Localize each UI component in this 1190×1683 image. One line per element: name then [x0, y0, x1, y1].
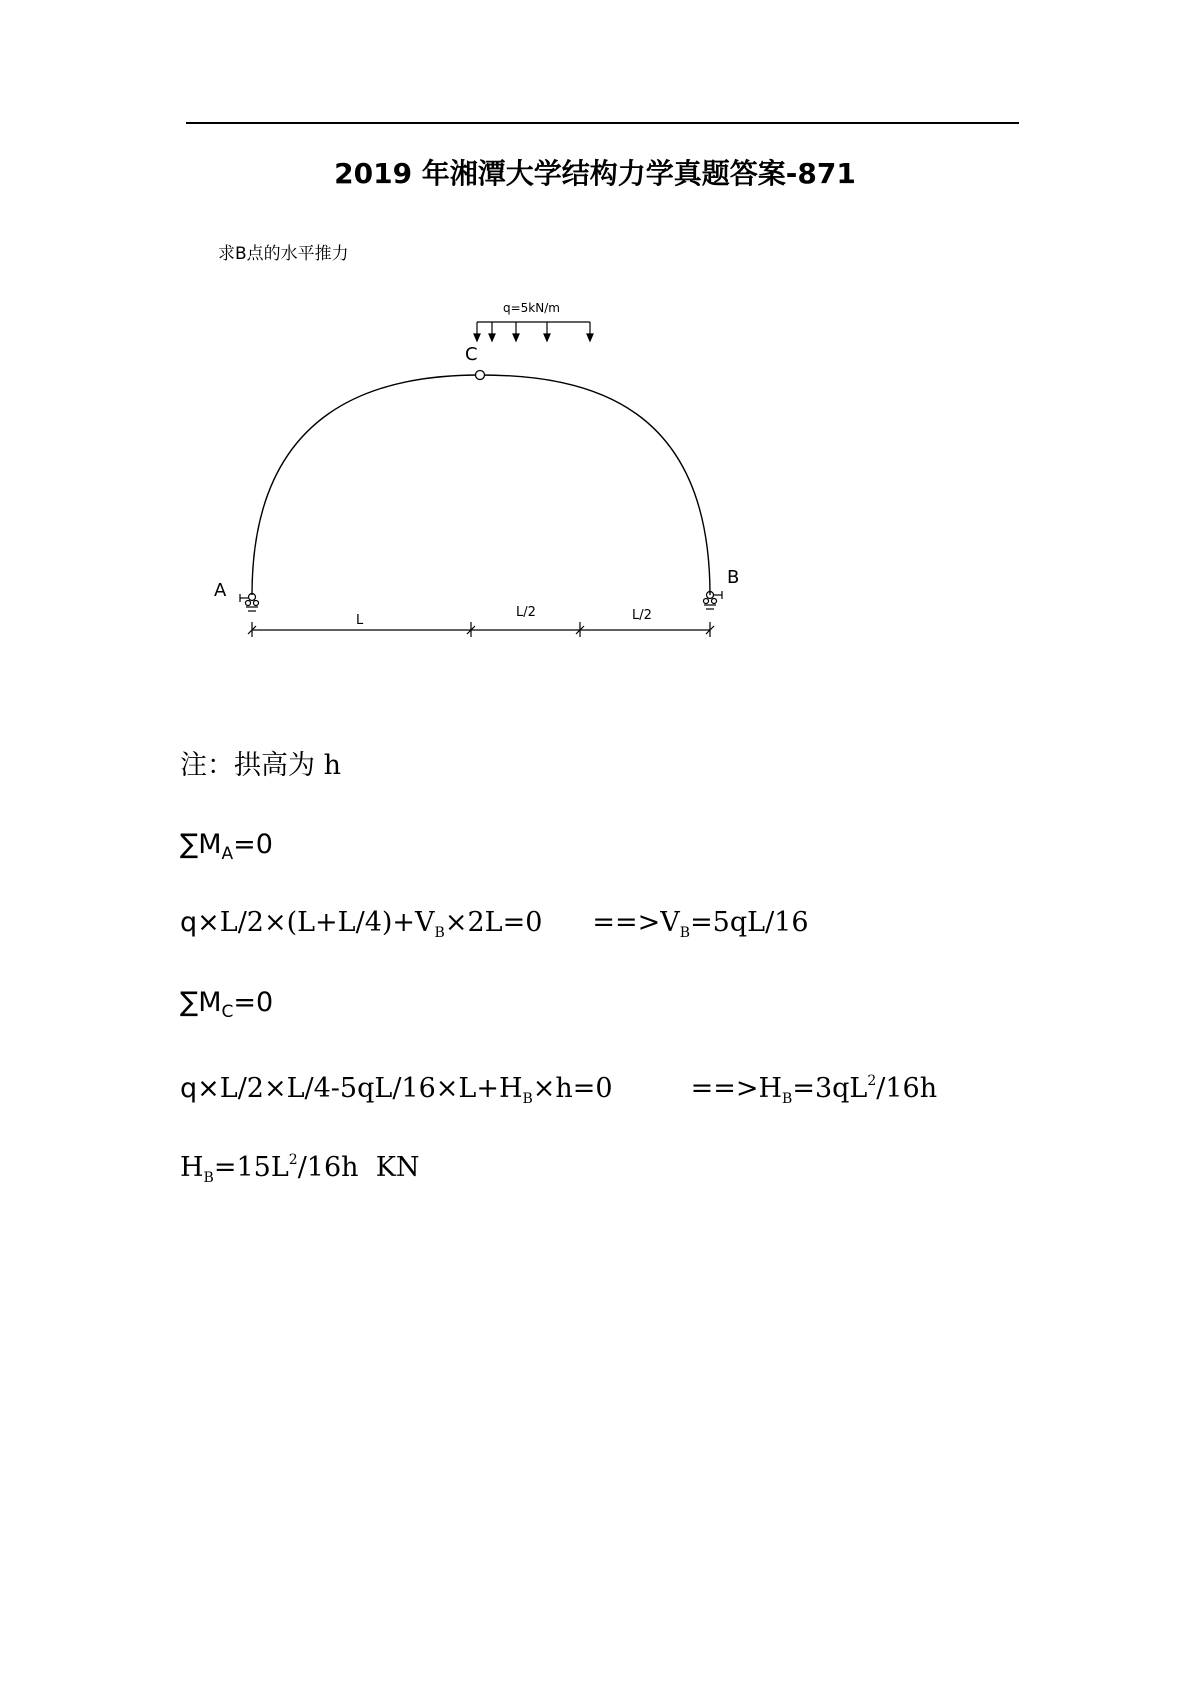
- hinge-c: [476, 371, 485, 380]
- eq3-m: M: [198, 987, 222, 1018]
- note-line: 注：拱高为 h: [180, 750, 341, 781]
- eq4-lhs-end: ×h=0: [532, 1073, 613, 1104]
- arch-diagram: [200, 235, 780, 675]
- load-label: q=5kN/m: [503, 301, 560, 315]
- eq4-lhs-sub: B: [522, 1091, 533, 1107]
- eq4-q: q×: [180, 1073, 220, 1104]
- eq4-rhs: ==>H: [690, 1073, 783, 1104]
- eq2-rhs-sub: B: [679, 925, 691, 941]
- eq4-rhs-mid: =3qL: [792, 1073, 868, 1104]
- equation-vb: [180, 905, 809, 951]
- eq3-rest: =0: [233, 987, 274, 1018]
- eq2-lhs: L/2×(L+L/4)+V: [219, 907, 435, 938]
- eq4-lhs: L/2×L/4-5qL/16×L+H: [219, 1073, 523, 1104]
- dim-label-l2-right: L/2: [632, 608, 652, 623]
- support-a: [240, 594, 259, 612]
- dim-label-l2-mid: L/2: [516, 605, 536, 620]
- eq2-rhs-end: =5qL/16: [690, 907, 809, 938]
- eq2-rhs: ==>V: [592, 907, 680, 938]
- arch-figure: [200, 235, 780, 675]
- label-c: C: [465, 344, 478, 365]
- figure-question: 求B点的水平推力: [218, 244, 349, 264]
- eq5-end: /16h KN: [297, 1152, 420, 1183]
- distributed-load: [474, 322, 593, 341]
- eq5-mid: =15L: [213, 1152, 289, 1183]
- eq2-lhs-sub: B: [434, 925, 445, 941]
- eq5-sup: 2: [288, 1152, 298, 1168]
- header-rule: [186, 122, 1019, 124]
- eq2-lhs-end: ×2L=0: [444, 907, 543, 938]
- equation-hb: [180, 1063, 937, 1117]
- equation-sum-mc: [180, 985, 273, 1030]
- eq1-rest: =0: [233, 829, 273, 860]
- eq4-rhs-sup: 2: [867, 1073, 877, 1089]
- result-hb: [180, 1142, 420, 1196]
- dimension-line: [248, 622, 714, 637]
- sigma-symbol: ∑: [180, 829, 199, 860]
- label-b: B: [727, 567, 740, 588]
- eq3-sub: C: [221, 1002, 234, 1022]
- eq1-m: M: [198, 829, 222, 860]
- eq1-sub: A: [221, 844, 234, 864]
- eq5-h: H: [180, 1152, 204, 1183]
- arch-curve: [252, 375, 710, 595]
- eq4-rhs-sub: B: [782, 1091, 793, 1107]
- sigma-symbol-2: ∑: [180, 987, 199, 1018]
- equation-sum-ma: [180, 827, 273, 872]
- support-b: [704, 591, 723, 609]
- label-a: A: [214, 580, 227, 601]
- eq4-rhs-end: /16h: [876, 1073, 938, 1104]
- eq5-h-sub: B: [203, 1170, 214, 1186]
- document-title: 2019 年湘潭大学结构力学真题答案-871: [334, 157, 856, 190]
- dim-label-l: L: [356, 613, 364, 628]
- eq2-q: q×: [180, 907, 220, 938]
